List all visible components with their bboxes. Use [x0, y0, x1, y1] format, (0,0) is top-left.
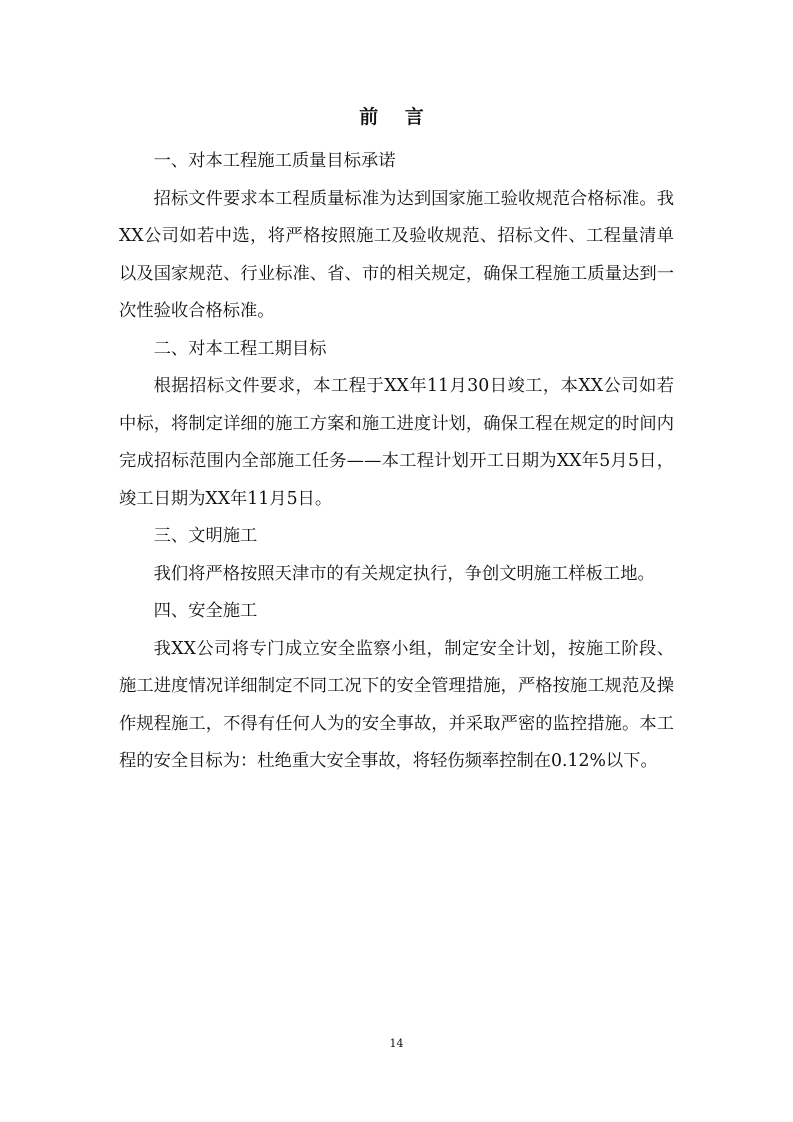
- section-heading-civilized-construction: 三、文明施工: [153, 526, 258, 546]
- paragraph-schedule: 根据招标文件要求，本工程于XX年11月30日竣工，本XX公司如若中标，将制定详细的施工方案和施工进度计划，确保工程在规定的时间内完成招标范围内全部施工任务——本工程计划开工日期为XX年5月5日，竣工日期为XX年11月5日。: [119, 376, 674, 509]
- paragraph-quality: 招标文件要求本工程质量标准为达到国家施工验收规范合格标准。我XX公司如若中选，将严格按照施工及验收规范、招标文件、工程量清单以及国家规范、行业标准、省、市的相关规定，确保工程施工质量达到一次性验收合格标准。: [119, 188, 674, 321]
- document-title: 前 言: [359, 106, 434, 128]
- page-number: 14: [389, 1037, 404, 1050]
- paragraph-civilized-construction: 我们将严格按照天津市的有关规定执行，争创文明施工样板工地。: [153, 563, 655, 584]
- section-heading-quality: 一、对本工程施工质量目标承诺: [153, 151, 396, 171]
- document-body: [119, 143, 674, 781]
- section-heading-safety: 四、安全施工: [153, 601, 258, 621]
- section-heading-schedule: 二、对本工程工期目标: [153, 338, 327, 359]
- paragraph-safety: 我XX公司将专门成立安全监察小组，制定安全计划，按施工阶段、施工进度情况详细制定不同工况下的安全管理措施，严格按施工规范及操作规程施工，不得有任何人为的安全事故，并采取严密的监控措施。本工程的安全目标为：杜绝重大安全事故，将轻伤频率控制在0.12%以下。: [119, 638, 674, 771]
